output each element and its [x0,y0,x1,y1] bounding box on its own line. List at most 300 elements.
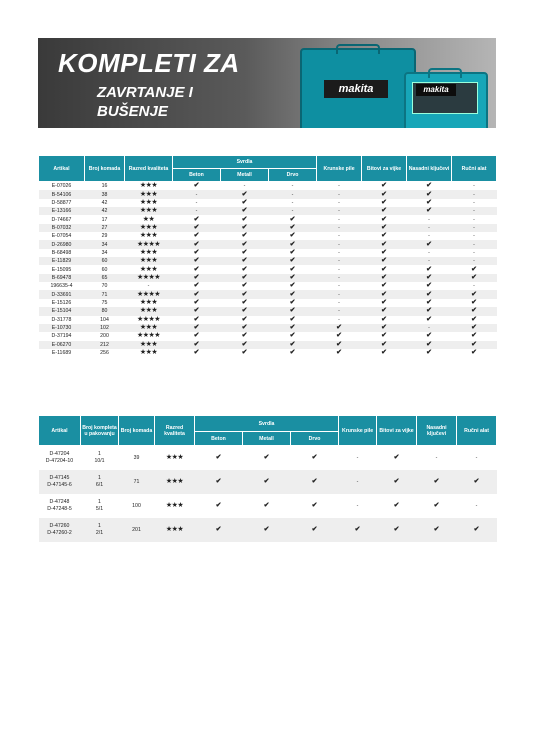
cell-beton-check-icon: ✔ [193,182,200,190]
cell-broj-komada: 212 [85,341,125,349]
table-row [39,518,497,542]
artikal-code: D-47260-2 [47,529,72,536]
col-beton: Beton [195,432,243,446]
col-svrdla: Svrdla [173,156,317,169]
cell-krunske-dash: - [338,283,340,290]
cell-metall-check-icon: ✔ [221,207,269,215]
artikal-code: D-47145-6 [47,481,72,488]
cell-nasadni-check-icon: ✔ [407,307,452,315]
cell-artikal: D-31778 [51,316,72,323]
cell-nasadni-dash: - [428,249,430,256]
cell-metall-check-icon: ✔ [243,494,291,518]
pack-count: 1 [98,474,101,481]
cell-artikal: B-54106 [39,190,85,198]
cell-krunske-dash: - [338,266,340,273]
cell-beton-check-icon: ✔ [173,324,221,332]
cell-razred-stars: ★★★ [155,470,195,494]
pack-count: 5/1 [95,505,104,512]
cell-beton-check-icon: ✔ [193,232,200,240]
cell-razred-stars: ★★★ [155,446,195,470]
cell-metall-check-icon: ✔ [241,232,248,240]
cell-krunske-dash: - [338,216,340,223]
table-row [39,215,497,223]
cell-razred-stars: ★★★ [139,232,158,240]
table-row [39,249,497,257]
pack-count: 1 [98,522,101,529]
col-beton: Beton [173,169,221,182]
cell-drvo-check-icon: ✔ [291,446,339,470]
cell-rucni-dash: - [473,199,475,206]
table-row [39,332,497,340]
cell-drvo-dash: - [291,183,294,190]
cell-drvo-check-icon: ✔ [289,282,296,290]
cell-artikal: D-26980 [39,240,85,248]
cell-rucni-dash: - [473,249,475,256]
cell-razred-stars: ★★ [142,215,155,223]
cell-artikal: E-15095 [51,266,72,273]
table-row [39,470,497,494]
cell-beton-check-icon: ✔ [173,290,221,298]
col-razred: Razred kvaliteta [155,416,195,446]
cell-artikal: D-37194 [51,333,72,340]
cell-bitovi-check-icon: ✔ [381,315,387,323]
cell-artikal: B-69478 [39,274,85,282]
cell-rucni-check-icon: ✔ [471,298,477,306]
cell-bitovi-check-icon: ✔ [362,307,407,315]
cell-broj-komada: 75 [101,299,108,306]
cell-razred-stars: ★★★ [125,324,173,332]
cell-bitovi-check-icon: ✔ [362,341,407,349]
cell-krunske-dash: - [339,446,377,470]
cell-metall-check-icon: ✔ [221,307,269,315]
cell-drvo-check-icon: ✔ [289,332,296,340]
cell-krunske-dash: - [317,190,362,198]
cell-drvo-check-icon: ✔ [289,215,296,223]
cell-broj-komada: 60 [85,257,125,265]
cell-drvo-check-icon: ✔ [269,274,317,282]
table-row [39,232,497,240]
cell-drvo-dash: - [269,190,317,198]
cell-nasadni-dash: - [407,324,452,332]
cell-razred-stars: ★★★ [125,207,173,215]
cell-drvo-check-icon: ✔ [289,315,296,323]
cell-razred-stars: ★★★★ [125,290,173,298]
col-drvo: Drvo [291,432,339,446]
cell-krunske-check-icon: ✔ [336,349,342,357]
cell-metall-check-icon: ✔ [221,290,269,298]
cell-krunske-dash: - [317,257,362,265]
table-row [39,257,497,265]
cell-beton-dash: - [173,190,221,198]
cell-broj-komada: 17 [101,216,108,223]
cell-razred-stars: ★★★ [155,518,195,542]
col-rucni: Ručni alat [457,416,497,446]
cell-rucni-dash: - [473,283,475,290]
cell-beton-check-icon: ✔ [193,248,200,256]
cell-broj-kompleta [81,518,119,542]
cell-beton-check-icon: ✔ [193,265,200,273]
cell-nasadni-check-icon: ✔ [407,290,452,298]
col-drvo: Drvo [269,169,317,182]
cell-krunske-check-icon: ✔ [317,324,362,332]
cell-bitovi-check-icon: ✔ [362,190,407,198]
cell-beton-check-icon: ✔ [193,332,200,340]
cell-rucni-dash: - [457,446,497,470]
cell-broj-komada: 42 [101,199,108,206]
cell-bitovi-check-icon: ✔ [381,232,387,240]
cell-rucni-check-icon: ✔ [452,290,497,298]
cell-broj-komada: 29 [101,233,108,240]
cell-nasadni-check-icon: ✔ [426,332,432,340]
case-handle [428,68,462,78]
col-broj-komada: Broj komada [85,156,125,182]
cell-rucni-dash: - [457,494,497,518]
table-row [39,299,497,307]
cell-metall-check-icon: ✔ [221,341,269,349]
cell-artikal: E-15104 [39,307,85,315]
cell-metall-check-icon: ✔ [241,198,248,206]
cell-nasadni-check-icon: ✔ [426,282,432,290]
cell-nasadni-dash: - [428,216,430,223]
cell-broj-komada: 100 [119,494,155,518]
cell-rucni-check-icon: ✔ [471,349,477,357]
table-row [39,349,497,357]
cell-drvo-check-icon: ✔ [291,518,339,542]
cell-beton-check-icon: ✔ [173,341,221,349]
cell-bitovi-check-icon: ✔ [381,182,387,190]
cell-razred-stars: ★★★ [139,298,158,306]
cell-artikal: B-07032 [39,224,85,232]
cell-metall-check-icon: ✔ [241,282,248,290]
cell-artikal: D-58877 [51,199,72,206]
cell-bitovi-check-icon: ✔ [381,282,387,290]
cell-broj-kompleta [81,494,119,518]
cell-bitovi-check-icon: ✔ [362,240,407,248]
cell-artikal [39,494,81,518]
cell-rucni-check-icon: ✔ [452,324,497,332]
cell-artikal: E-13166 [39,207,85,215]
cell-razred-stars: ★★★★ [136,315,161,323]
cell-krunske-dash: - [317,307,362,315]
cell-broj-kompleta [81,446,119,470]
cell-drvo-check-icon: ✔ [289,298,296,306]
cell-nasadni-check-icon: ✔ [407,274,452,282]
cell-drvo-check-icon: ✔ [269,224,317,232]
cell-rucni-dash: - [452,224,497,232]
cell-beton-check-icon: ✔ [173,240,221,248]
col-bitovi: Bitovi za vijke [362,156,407,182]
cell-drvo-check-icon: ✔ [269,290,317,298]
artikal-code: D-47260 [49,522,70,529]
cell-metall-check-icon: ✔ [243,518,291,542]
cell-nasadni-check-icon: ✔ [407,240,452,248]
brand-logo: makita [324,80,388,98]
cell-metall-check-icon: ✔ [241,315,248,323]
cell-beton-check-icon: ✔ [193,298,200,306]
cell-razred-stars: ★★★ [139,349,158,357]
pack-count: 2/1 [95,529,104,536]
table-row [39,265,497,273]
cell-krunske-dash: - [317,207,362,215]
table-row [39,307,497,315]
sets-table-1-body [39,182,497,358]
cell-metall-check-icon: ✔ [221,190,269,198]
artikal-code: D-47145 [49,474,70,481]
cell-drvo-dash: - [269,207,317,215]
table-row [39,290,497,298]
cell-drvo-check-icon: ✔ [289,265,296,273]
cell-beton-dash: - [173,207,221,215]
artikal-code: D-47204 [49,450,70,457]
cell-broj-komada: 71 [85,290,125,298]
cell-rucni-check-icon: ✔ [471,332,477,340]
cell-metall-dash: - [243,183,246,190]
cell-nasadni-check-icon: ✔ [426,265,432,273]
table-row [39,224,497,232]
cell-krunske-dash: - [339,470,377,494]
product-case-large [300,48,416,128]
col-artikal: Artikal [39,416,81,446]
cell-beton-check-icon: ✔ [195,470,243,494]
cell-beton-check-icon: ✔ [173,224,221,232]
table-row [39,494,497,518]
cell-artikal: E-15126 [51,299,72,306]
cell-metall-check-icon: ✔ [241,248,248,256]
banner-title: KOMPLETI ZA [58,48,240,78]
cell-broj-komada: 70 [101,283,108,290]
cell-krunske-check-icon: ✔ [317,341,362,349]
cell-bitovi-check-icon: ✔ [362,257,407,265]
cell-bitovi-check-icon: ✔ [362,274,407,282]
cell-drvo-check-icon: ✔ [269,257,317,265]
cell-bitovi-check-icon: ✔ [377,518,417,542]
cell-bitovi-check-icon: ✔ [362,224,407,232]
cell-krunske-dash: - [317,274,362,282]
banner-subtitle-line2: BUŠENJE [97,103,168,120]
cell-rucni-dash: - [473,183,475,190]
cell-broj-komada: 27 [85,224,125,232]
cell-beton-check-icon: ✔ [193,215,200,223]
cell-rucni-check-icon: ✔ [457,518,497,542]
cell-artikal [39,470,81,494]
cell-artikal: 196635-4 [50,283,73,290]
cell-razred-stars: ★★★ [139,198,158,206]
cell-nasadni-dash: - [407,257,452,265]
cell-artikal: E-10730 [39,324,85,332]
cell-nasadni-check-icon: ✔ [417,470,457,494]
cell-metall-check-icon: ✔ [241,349,248,357]
table-row [39,182,497,191]
cell-rucni-dash: - [452,240,497,248]
col-metall: Metall [221,169,269,182]
cell-razred-stars: ★★★ [139,248,158,256]
cell-metall-check-icon: ✔ [221,257,269,265]
cell-razred-stars: ★★★★ [125,274,173,282]
cell-razred-stars: - [147,283,150,290]
cell-artikal [39,518,81,542]
cell-artikal: E-07026 [51,183,72,190]
cell-beton-check-icon: ✔ [173,257,221,265]
cell-broj-komada: 200 [100,333,109,340]
cell-krunske-dash: - [339,494,377,518]
sets-table-1 [38,155,497,357]
table-row [39,190,497,198]
cell-drvo-check-icon: ✔ [269,341,317,349]
cell-broj-komada: 34 [85,240,125,248]
cell-drvo-check-icon: ✔ [269,324,317,332]
product-case-small [404,72,488,128]
cell-razred-stars: ★★★ [139,182,158,190]
cell-beton-check-icon: ✔ [193,282,200,290]
col-razred: Razred kvaliteta [125,156,173,182]
cell-krunske-dash: - [338,316,340,323]
cell-broj-komada: 201 [119,518,155,542]
cell-razred-stars: ★★★ [125,257,173,265]
cell-razred-stars: ★★★★ [125,240,173,248]
cell-razred-stars: ★★★ [125,224,173,232]
cell-broj-komada: 60 [101,266,108,273]
cell-rucni-check-icon: ✔ [471,315,477,323]
cell-krunske-dash: - [317,224,362,232]
cell-bitovi-check-icon: ✔ [381,298,387,306]
cell-nasadni-check-icon: ✔ [417,518,457,542]
cell-metall-check-icon: ✔ [243,470,291,494]
cell-artikal [39,446,81,470]
cell-broj-komada: 104 [100,316,109,323]
cell-artikal: D-33691 [39,290,85,298]
cell-nasadni-check-icon: ✔ [407,190,452,198]
banner-subtitle [97,83,193,121]
cell-nasadni-check-icon: ✔ [426,298,432,306]
cell-bitovi-check-icon: ✔ [362,207,407,215]
cell-nasadni-check-icon: ✔ [407,207,452,215]
cell-bitovi-check-icon: ✔ [381,332,387,340]
table-row [39,446,497,470]
cell-artikal: E-06270 [39,341,85,349]
title-banner [38,38,496,128]
cell-drvo-check-icon: ✔ [269,240,317,248]
cell-drvo-check-icon: ✔ [289,349,296,357]
cell-nasadni-check-icon: ✔ [407,341,452,349]
cell-razred-stars: ★★★★ [136,332,161,340]
cell-rucni-check-icon: ✔ [452,341,497,349]
cell-broj-komada: 102 [85,324,125,332]
cell-razred-stars: ★★★ [155,494,195,518]
cell-krunske-dash: - [338,199,340,206]
cell-bitovi-check-icon: ✔ [377,446,417,470]
table-row [39,274,497,282]
table-row [39,240,497,248]
cell-nasadni-check-icon: ✔ [426,315,432,323]
cell-broj-komada: 38 [85,190,125,198]
cell-razred-stars: ★★★ [139,265,158,273]
col-artikal: Artikal [39,156,85,182]
cell-broj-komada: 80 [85,307,125,315]
cell-krunske-check-icon: ✔ [336,332,342,340]
col-krunske: Krunske pile [317,156,362,182]
cell-bitovi-check-icon: ✔ [381,248,387,256]
cell-beton-check-icon: ✔ [193,315,200,323]
cell-bitovi-check-icon: ✔ [362,324,407,332]
cell-rucni-dash: - [452,257,497,265]
sets-table-2 [38,415,497,542]
cell-beton-check-icon: ✔ [195,446,243,470]
cell-beton-check-icon: ✔ [173,307,221,315]
banner-subtitle-line1: ZAVRTANJE I [97,84,193,101]
cell-drvo-check-icon: ✔ [289,232,296,240]
cell-metall-check-icon: ✔ [241,215,248,223]
pack-count: 1 [98,498,101,505]
artikal-code: D-47204-10 [45,457,74,464]
sets-table-2-body [39,446,497,542]
cell-metall-check-icon: ✔ [241,298,248,306]
cell-rucni-dash: - [452,190,497,198]
cell-beton-check-icon: ✔ [195,494,243,518]
col-broj-kompleta: Broj kompleta u pakovanju [81,416,119,446]
cell-artikal: E-11829 [39,257,85,265]
table-row [39,324,497,332]
cell-artikal: D-74667 [51,216,72,223]
cell-metall-check-icon: ✔ [221,274,269,282]
cell-drvo-check-icon: ✔ [289,248,296,256]
table-row [39,199,497,207]
cell-bitovi-check-icon: ✔ [362,290,407,298]
cell-broj-komada: 16 [101,183,108,190]
cell-nasadni-check-icon: ✔ [426,349,432,357]
cell-drvo-check-icon: ✔ [291,470,339,494]
cell-rucni-check-icon: ✔ [471,265,477,273]
cell-broj-komada: 71 [119,470,155,494]
cell-krunske-check-icon: ✔ [339,518,377,542]
brand-logo-small: makita [416,84,456,96]
cell-metall-check-icon: ✔ [221,324,269,332]
cell-krunske-dash: - [338,233,340,240]
cell-bitovi-check-icon: ✔ [377,494,417,518]
table-row [39,207,497,215]
cell-artikal: B-68498 [51,249,72,256]
cell-bitovi-check-icon: ✔ [381,349,387,357]
cell-broj-kompleta [81,470,119,494]
cell-nasadni-dash: - [417,446,457,470]
cell-nasadni-dash: - [407,224,452,232]
cell-metall-check-icon: ✔ [241,332,248,340]
cell-krunske-dash: - [317,290,362,298]
col-nasadni: Nasadni ključevi [407,156,452,182]
cell-rucni-check-icon: ✔ [457,470,497,494]
cell-bitovi-check-icon: ✔ [381,198,387,206]
pack-count: 6/1 [95,481,104,488]
artikal-code: D-47248-5 [47,505,72,512]
cell-razred-stars: ★★★ [125,307,173,315]
cell-bitovi-check-icon: ✔ [381,215,387,223]
cell-krunske-dash: - [338,299,340,306]
cell-broj-komada: 39 [119,446,155,470]
cell-drvo-check-icon: ✔ [291,494,339,518]
cell-nasadni-check-icon: ✔ [417,494,457,518]
cell-nasadni-check-icon: ✔ [426,198,432,206]
col-rucni: Ručni alat [452,156,497,182]
cell-metall-check-icon: ✔ [243,446,291,470]
cell-nasadni-dash: - [428,233,430,240]
table-row [39,316,497,324]
cell-broj-komada: 256 [100,350,109,357]
col-metall: Metall [243,432,291,446]
cell-razred-stars: ★★★ [125,190,173,198]
cell-rucni-check-icon: ✔ [452,307,497,315]
cell-drvo-check-icon: ✔ [269,307,317,315]
cell-artikal: E-07054 [51,233,72,240]
cell-metall-check-icon: ✔ [241,265,248,273]
